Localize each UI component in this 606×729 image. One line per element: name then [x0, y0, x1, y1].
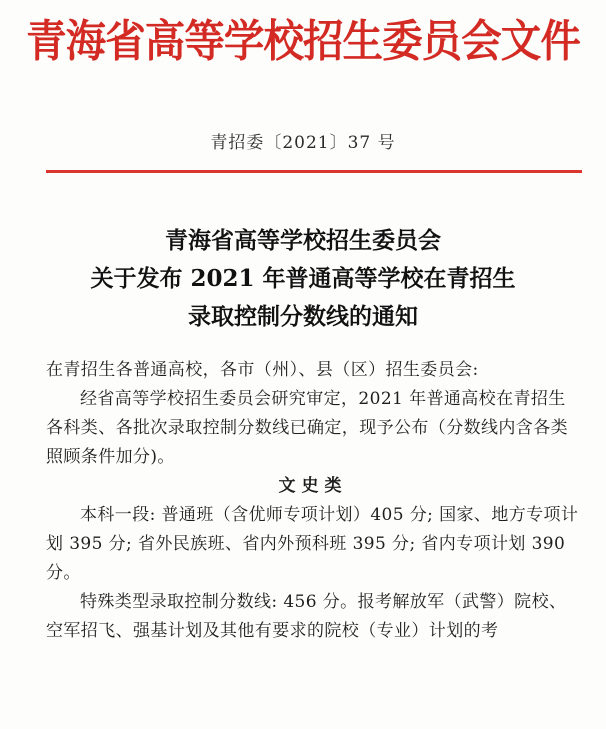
- title-line-3: 录取控制分数线的通知: [188, 303, 418, 330]
- salutation: 在青招生各普通高校，各市（州）、县（区）招生委员会:: [46, 360, 479, 380]
- title-line-1: 青海省高等学校招生委员会: [165, 227, 441, 254]
- notice-body: [46, 356, 580, 646]
- intro-paragraph: 经省高等学校招生委员会研究审定，2021 年普通高校在青招生各科类、各批次录取控制分数线已确定，现予公布（分数线内含各类照顾条件加分)。: [46, 389, 568, 467]
- special-type-paragraph: 特殊类型录取控制分数线: 456 分。报考解放军（武警）院校、空军招飞、强基计划及其他有要求的院校（专业）计划的考: [46, 592, 567, 641]
- issuer-header: 青海省高等学校招生委员会文件: [26, 16, 580, 67]
- red-divider-rule: [46, 170, 582, 173]
- section-heading-liberal-arts: 文史类: [278, 476, 348, 496]
- undergrad-tier1-paragraph: 本科一段: 普通班（含优师专项计划）405 分; 国家、地方专项计划 395 分; 省外民族班、省内外预科班 395 分; 省内专项计划 390 分。: [46, 505, 579, 583]
- notice-title: [0, 222, 606, 336]
- document-number: 青招委〔2021〕37 号: [210, 133, 396, 153]
- title-line-2: 关于发布 2021 年普通高等学校在青招生: [90, 265, 516, 292]
